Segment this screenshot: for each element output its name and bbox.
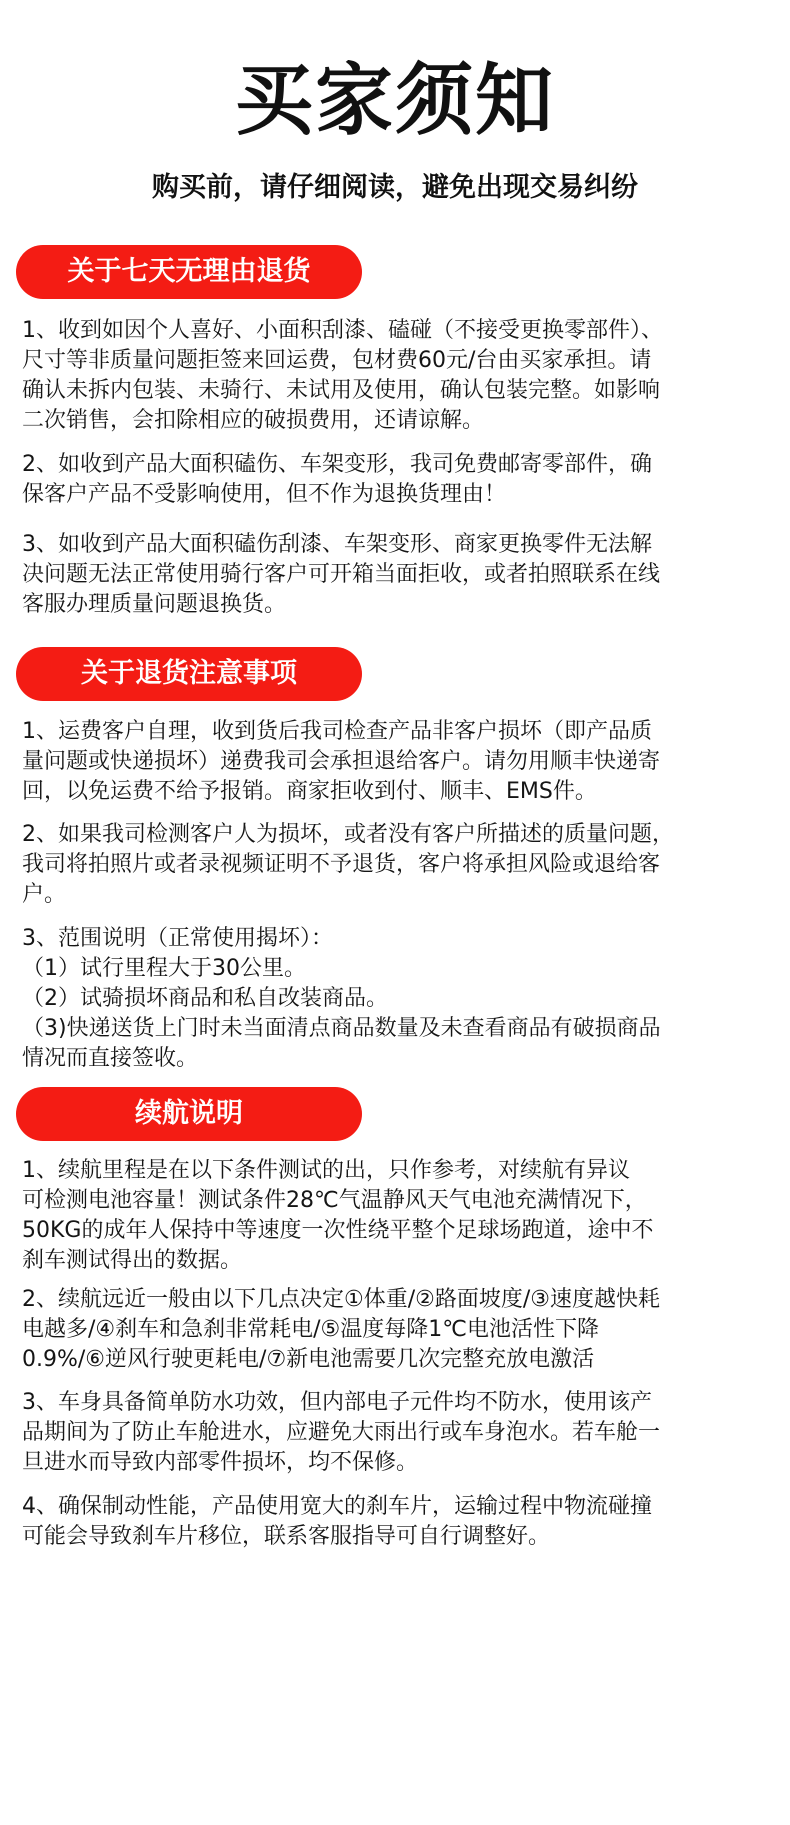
section-heading-seven-day-return: 关于七天无理由退货	[16, 245, 362, 299]
page-title: 买家须知	[234, 56, 555, 146]
page-subtitle: 购买前，请仔细阅读，避免出现交易纠纷	[152, 172, 638, 203]
section3-paragraph-1: 1、续航里程是在以下条件测试的出，只作参考，对续航有异议 可检测电池容量！测试条件28℃气温静风天气电池充满情况下， 50KG的成年人保持中等速度一次性绕平整个足球场跑道，途中不 刹车测试得出的数据。	[22, 1158, 654, 1273]
section3-paragraph-3: 3、车身具备简单防水功效，但内部电子元件均不防水，使用该产 品期间为了防止车舱进水，应避免大雨出行或车身泡水。若车舱一 旦进水而导致内部零件损坏，均不保修。	[22, 1390, 661, 1475]
section1-paragraph-3: 3、如收到产品大面积磕伤刮漆、车架变形、商家更换零件无法解 决问题无法正常使用骑行客户可开箱当面拒收，或者拍照联系在线 客服办理质量问题退换货。	[22, 532, 661, 617]
section-heading-range: 续航说明	[16, 1087, 362, 1141]
section3-paragraph-4: 4、确保制动性能，产品使用宽大的刹车片，运输过程中物流碰撞 可能会导致刹车片移位，联系客服指导可自行调整好。	[22, 1494, 652, 1549]
section-heading-return-notes: 关于退货注意事项	[16, 647, 362, 701]
section2-paragraph-2: 2、如果我司检测客户人为损坏，或者没有客户所描述的质量问题， 我司将拍照片或者录视频证明不予退货，客户将承担风险或退给客 户。	[22, 822, 674, 907]
section1-paragraph-2: 2、如收到产品大面积磕伤、车架变形，我司免费邮寄零部件，确 保客户产品不受影响使用，但不作为退换货理由！	[22, 452, 652, 507]
section2-paragraph-1: 1、运费客户自理，收到货后我司检查产品非客户损坏（即产品质 量问题或快递损坏）递费我司会承担退给客户。请勿用顺丰快递寄 回，以免运费不给予报销。商家拒收到付、顺丰、EMS件。	[22, 719, 661, 804]
section2-paragraph-3: 3、范围说明（正常使用揭坏）： （1）试行里程大于30公里。 （2）试骑损坏商品和私自改装商品。 （3)快递送货上门时未当面清点商品数量及未查看商品有破损商品 情况而直接签收。	[22, 926, 661, 1071]
section3-paragraph-2: 2、续航远近一般由以下几点决定①体重/②路面坡度/③速度越快耗 电越多/④刹车和急刹非常耗电/⑤温度每降1℃电池活性下降 0.9%/⑥逆风行驶更耗电/⑦新电池需要几次完整充放电激活	[22, 1287, 660, 1372]
section1-paragraph-1: 1、收到如因个人喜好、小面积刮漆、磕碰（不接受更换零部件）、 尺寸等非质量问题拒签来回运费，包材费60元/台由买家承担。请 确认未拆内包装、未骑行、未试用及使用，确认包装完整。如影响 二次销售，会扣除相应的破损费用，还请谅解。	[22, 318, 663, 433]
